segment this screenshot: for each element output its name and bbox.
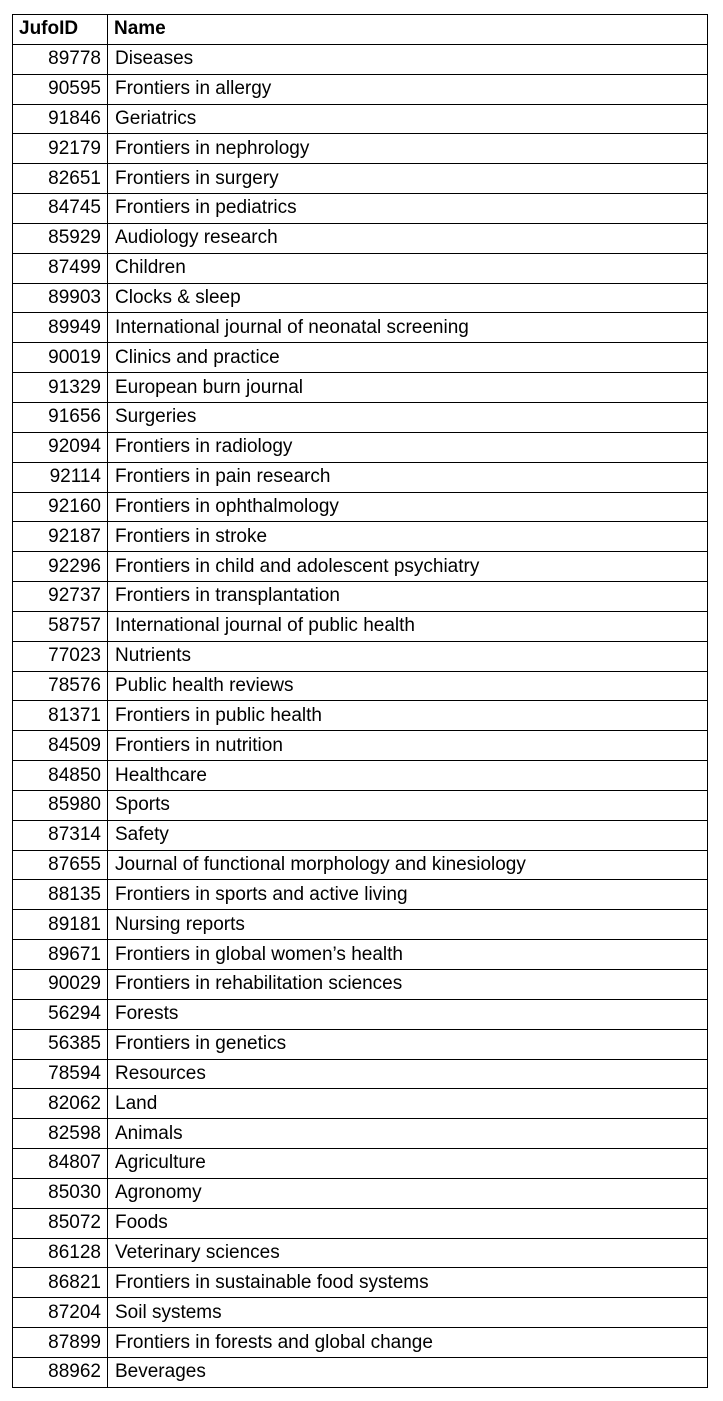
- jufoid-cell: 84745: [13, 194, 108, 224]
- table-row: [13, 44, 708, 74]
- jufoid-cell: 92160: [13, 492, 108, 522]
- column-header-name: Name: [108, 15, 708, 45]
- table-row: [13, 432, 708, 462]
- table-row: [13, 104, 708, 134]
- name-cell: Journal of functional morphology and kinesiology: [108, 850, 708, 880]
- table-row: [13, 313, 708, 343]
- jufoid-cell: 89903: [13, 283, 108, 313]
- name-cell: Geriatrics: [108, 104, 708, 134]
- name-cell: Frontiers in public health: [108, 701, 708, 731]
- name-cell: Nutrients: [108, 641, 708, 671]
- name-cell: Frontiers in transplantation: [108, 582, 708, 612]
- jufoid-cell: 78576: [13, 671, 108, 701]
- name-cell: Surgeries: [108, 402, 708, 432]
- table-row: [13, 552, 708, 582]
- jufoid-cell: 87314: [13, 820, 108, 850]
- name-cell: Agriculture: [108, 1149, 708, 1179]
- jufoid-cell: 86821: [13, 1268, 108, 1298]
- name-cell: Forests: [108, 999, 708, 1029]
- jufoid-cell: 92737: [13, 582, 108, 612]
- name-cell: Frontiers in rehabilitation sciences: [108, 970, 708, 1000]
- table-row: [13, 1268, 708, 1298]
- name-cell: International journal of public health: [108, 611, 708, 641]
- name-cell: Safety: [108, 820, 708, 850]
- jufoid-cell: 56294: [13, 999, 108, 1029]
- name-cell: Veterinary sciences: [108, 1238, 708, 1268]
- name-cell: Frontiers in nephrology: [108, 134, 708, 164]
- name-cell: Foods: [108, 1208, 708, 1238]
- name-cell: Nursing reports: [108, 910, 708, 940]
- table-row: [13, 1149, 708, 1179]
- table-row: [13, 343, 708, 373]
- jufoid-cell: 58757: [13, 611, 108, 641]
- name-cell: Frontiers in nutrition: [108, 731, 708, 761]
- jufoid-cell: 87899: [13, 1328, 108, 1358]
- jufoid-cell: 91846: [13, 104, 108, 134]
- name-cell: Frontiers in radiology: [108, 432, 708, 462]
- jufoid-cell: 77023: [13, 641, 108, 671]
- jufoid-cell: 85072: [13, 1208, 108, 1238]
- journal-table: [12, 14, 708, 1388]
- jufoid-cell: 91656: [13, 402, 108, 432]
- table-row: [13, 1328, 708, 1358]
- jufoid-cell: 88135: [13, 880, 108, 910]
- name-cell: Resources: [108, 1059, 708, 1089]
- table-row: [13, 164, 708, 194]
- jufoid-cell: 81371: [13, 701, 108, 731]
- table-row: [13, 194, 708, 224]
- name-cell: Agronomy: [108, 1178, 708, 1208]
- name-cell: Soil systems: [108, 1298, 708, 1328]
- jufoid-cell: 90029: [13, 970, 108, 1000]
- jufoid-cell: 89778: [13, 44, 108, 74]
- table-row: [13, 611, 708, 641]
- jufoid-cell: 85980: [13, 790, 108, 820]
- name-cell: International journal of neonatal screening: [108, 313, 708, 343]
- jufoid-cell: 87204: [13, 1298, 108, 1328]
- name-cell: Frontiers in ophthalmology: [108, 492, 708, 522]
- table-row: [13, 701, 708, 731]
- name-cell: Healthcare: [108, 761, 708, 791]
- table-row: [13, 850, 708, 880]
- jufoid-cell: 89181: [13, 910, 108, 940]
- table-row: [13, 910, 708, 940]
- table-row: [13, 1298, 708, 1328]
- table-row: [13, 492, 708, 522]
- jufoid-cell: 84509: [13, 731, 108, 761]
- table-row: [13, 283, 708, 313]
- table-row: [13, 820, 708, 850]
- table-row: [13, 582, 708, 612]
- jufoid-cell: 90019: [13, 343, 108, 373]
- name-cell: Frontiers in global women’s health: [108, 940, 708, 970]
- name-cell: Frontiers in child and adolescent psychiatry: [108, 552, 708, 582]
- name-cell: Frontiers in genetics: [108, 1029, 708, 1059]
- jufoid-cell: 82598: [13, 1119, 108, 1149]
- jufoid-cell: 91329: [13, 373, 108, 403]
- name-cell: Frontiers in sustainable food systems: [108, 1268, 708, 1298]
- table-row: [13, 223, 708, 253]
- name-cell: Public health reviews: [108, 671, 708, 701]
- table-row: [13, 731, 708, 761]
- table-row: [13, 1208, 708, 1238]
- jufoid-cell: 89671: [13, 940, 108, 970]
- table-row: [13, 74, 708, 104]
- name-cell: Sports: [108, 790, 708, 820]
- table-row: [13, 1089, 708, 1119]
- table-row: [13, 880, 708, 910]
- jufoid-cell: 78594: [13, 1059, 108, 1089]
- jufoid-cell: 82062: [13, 1089, 108, 1119]
- header-row: [13, 15, 708, 45]
- table-row: [13, 671, 708, 701]
- jufoid-cell: 84850: [13, 761, 108, 791]
- name-cell: Frontiers in forests and global change: [108, 1328, 708, 1358]
- table-row: [13, 1238, 708, 1268]
- name-cell: Clinics and practice: [108, 343, 708, 373]
- jufoid-cell: 85929: [13, 223, 108, 253]
- table-row: [13, 940, 708, 970]
- table-row: [13, 761, 708, 791]
- name-cell: Frontiers in pain research: [108, 462, 708, 492]
- table-row: [13, 970, 708, 1000]
- table-row: [13, 1059, 708, 1089]
- name-cell: Frontiers in surgery: [108, 164, 708, 194]
- jufoid-cell: 92179: [13, 134, 108, 164]
- table-row: [13, 999, 708, 1029]
- jufoid-cell: 87499: [13, 253, 108, 283]
- name-cell: Frontiers in stroke: [108, 522, 708, 552]
- jufoid-cell: 90595: [13, 74, 108, 104]
- table-row: [13, 134, 708, 164]
- table-body: [13, 44, 708, 1387]
- name-cell: Diseases: [108, 44, 708, 74]
- name-cell: Frontiers in sports and active living: [108, 880, 708, 910]
- table-row: [13, 790, 708, 820]
- name-cell: Children: [108, 253, 708, 283]
- jufoid-cell: 88962: [13, 1357, 108, 1387]
- name-cell: Beverages: [108, 1357, 708, 1387]
- name-cell: Land: [108, 1089, 708, 1119]
- jufoid-cell: 92187: [13, 522, 108, 552]
- column-header-jufoid: JufoID: [13, 15, 108, 45]
- jufoid-cell: 92114: [13, 462, 108, 492]
- table-row: [13, 373, 708, 403]
- table-row: [13, 402, 708, 432]
- name-cell: Frontiers in allergy: [108, 74, 708, 104]
- table-row: [13, 1119, 708, 1149]
- name-cell: Clocks & sleep: [108, 283, 708, 313]
- table-row: [13, 641, 708, 671]
- jufoid-cell: 89949: [13, 313, 108, 343]
- name-cell: Audiology research: [108, 223, 708, 253]
- jufoid-cell: 85030: [13, 1178, 108, 1208]
- name-cell: Animals: [108, 1119, 708, 1149]
- jufoid-cell: 84807: [13, 1149, 108, 1179]
- table-row: [13, 1357, 708, 1387]
- jufoid-cell: 92296: [13, 552, 108, 582]
- table-row: [13, 1178, 708, 1208]
- jufoid-cell: 86128: [13, 1238, 108, 1268]
- name-cell: Frontiers in pediatrics: [108, 194, 708, 224]
- jufoid-cell: 82651: [13, 164, 108, 194]
- table-row: [13, 1029, 708, 1059]
- jufoid-cell: 56385: [13, 1029, 108, 1059]
- name-cell: European burn journal: [108, 373, 708, 403]
- jufoid-cell: 87655: [13, 850, 108, 880]
- table-row: [13, 522, 708, 552]
- jufoid-cell: 92094: [13, 432, 108, 462]
- table-row: [13, 462, 708, 492]
- table-row: [13, 253, 708, 283]
